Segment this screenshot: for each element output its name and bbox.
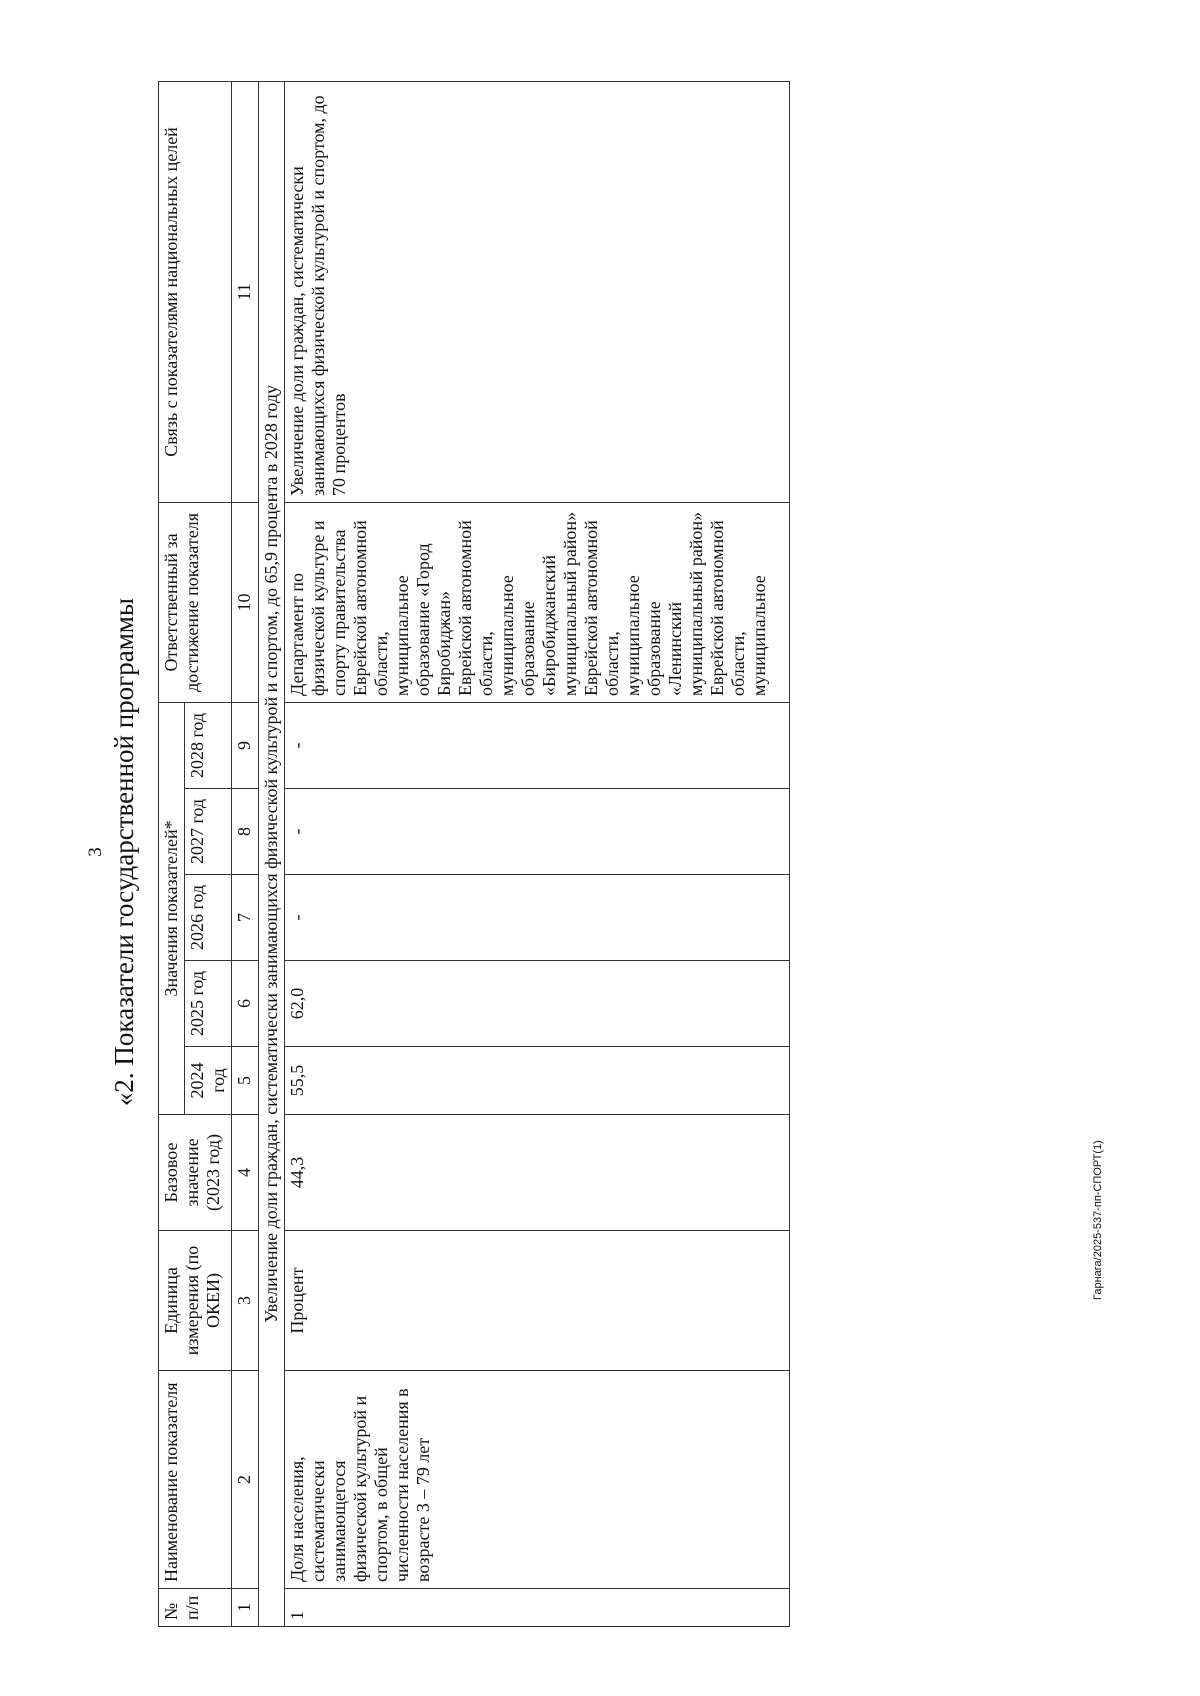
column-number: 5 — [232, 1047, 259, 1115]
column-number: 10 — [232, 502, 259, 702]
column-number: 4 — [232, 1115, 259, 1231]
national-goal-link: Увеличение доли граждан, систематически занимающихся физической культурой и спортом, до 70 процентов — [285, 81, 790, 502]
column-number: 7 — [232, 875, 259, 961]
table-row — [285, 81, 790, 1626]
value-2028: - — [285, 702, 790, 788]
header-year-2028: 2028 год — [185, 702, 232, 788]
column-number: 9 — [232, 702, 259, 788]
responsible-text: Департамент по физической культуре и спорту правительства Еврейской автономной области, муниципальное образование «Город Биробиджан» Еврейской автономной области, муниципальное образование «Биробиджанский муниципальный район» Еврейской автономной области, муниципальное образование «Ленинский муниципальный район» Еврейской автономной области, муниципальное — [285, 502, 790, 702]
column-number: 11 — [232, 81, 259, 502]
value-2026: - — [285, 875, 790, 961]
indicator-name: Доля населения, систематически занимающегося физической культурой и спортом, в общей численности населения в возрасте 3 – 79 лет — [285, 1371, 790, 1589]
header-responsible: Ответственный за достижение показателя — [159, 502, 232, 702]
column-number: 6 — [232, 961, 259, 1047]
document-stamp — [1092, 1080, 1132, 1320]
column-number: 2 — [232, 1371, 259, 1589]
header-link: Связь с показателями национальных целей — [159, 81, 232, 502]
value-2027: - — [285, 789, 790, 875]
indicators-table — [158, 81, 790, 1627]
stamp-text: Гарнага/2025-537-пп-СПОРТ(1) — [1092, 1140, 1104, 1300]
indicator-unit: Процент — [285, 1231, 790, 1371]
header-unit: Единица измерения (по ОКЕИ) — [159, 1231, 232, 1371]
column-number: 8 — [232, 789, 259, 875]
rotated-page-content — [73, 72, 1033, 1632]
row-num: 1 — [285, 1589, 790, 1627]
goal-row — [259, 81, 285, 1626]
header-name: Наименование показателя — [159, 1371, 232, 1589]
header-year-2026: 2026 год — [185, 875, 232, 961]
value-2024: 55,5 — [285, 1047, 790, 1115]
header-base: Базовое значение (2023 год) — [159, 1115, 232, 1231]
column-number: 3 — [232, 1231, 259, 1371]
header-year-2027: 2027 год — [185, 789, 232, 875]
column-numbers-row — [232, 81, 259, 1626]
header-values: Значения показателей* — [159, 702, 185, 1114]
value-2025: 62,0 — [285, 961, 790, 1047]
section-title: «2. Показатели государственной программы — [109, 597, 139, 1107]
header-row-1 — [159, 81, 185, 1626]
page-number: 3 — [85, 847, 106, 857]
header-year-2025: 2025 год — [185, 961, 232, 1047]
header-num: № п/п — [159, 1589, 232, 1627]
goal-text: Увеличение доли граждан, систематически занимающихся физической культурой и спортом, до 65,9 процента в 2028 году — [259, 81, 285, 1626]
header-year-2024: 2024 год — [185, 1047, 232, 1115]
indicator-base-value: 44,3 — [285, 1115, 790, 1231]
column-number: 1 — [232, 1589, 259, 1627]
